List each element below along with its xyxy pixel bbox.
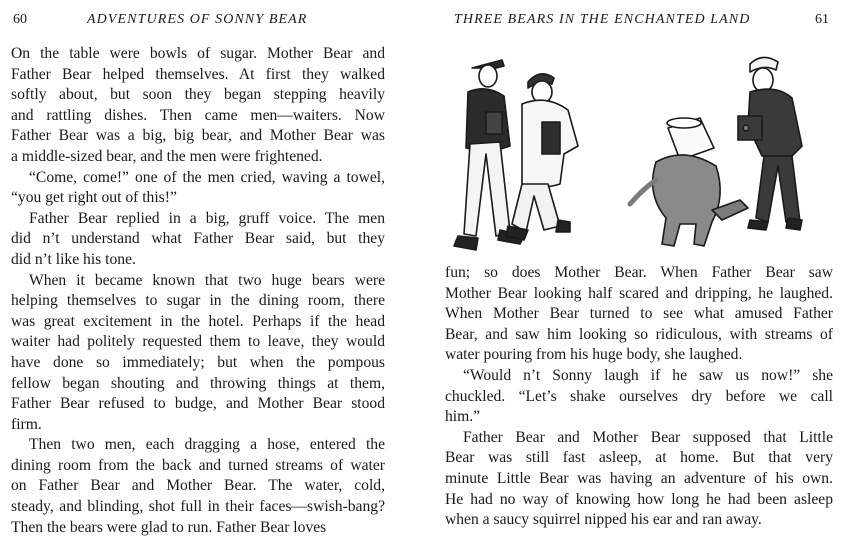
paragraph <box>11 209 385 271</box>
text-line: steady, and blinding, shot full in their faces—swish-bang? <box>11 498 385 516</box>
text-line: Father Bear helped themselves. At first they walked <box>11 65 385 83</box>
text-line: Father Bear and Mother Bear supposed that Little <box>463 428 833 446</box>
text-line: water pouring from his huge body, she laughed. <box>445 346 743 364</box>
text-line: Father Bear refused to budge, and Mother Bear stood <box>11 395 385 413</box>
text-line: did n’t understand what Father Bear said, but they <box>11 230 385 248</box>
right-page <box>430 0 853 541</box>
text-line: chuckled. “Let’s shake ourselves dry before we call <box>445 387 833 405</box>
page-number: 61 <box>815 12 829 27</box>
page-number: 60 <box>13 12 27 27</box>
text-line: dining room from the back and turned streams of water <box>11 456 385 474</box>
paragraph <box>11 168 385 209</box>
text-line: On the table were bowls of sugar. Mother Bear and <box>11 45 385 62</box>
text-line: a middle-sized bear, and the men were frightened. <box>11 147 323 165</box>
text-line: minute Little Bear was having an adventure of his own. <box>445 469 833 487</box>
page-body-text <box>11 44 385 538</box>
running-head: ADVENTURES OF SONNY BEAR <box>87 12 308 27</box>
text-line: Mother Bear looking half scared and dripping, he laughed. <box>445 284 833 302</box>
paragraph <box>445 263 833 366</box>
running-head: THREE BEARS IN THE ENCHANTED LAND <box>454 12 751 27</box>
page-body-text <box>445 263 833 531</box>
text-line: have done so immediately; but when the pompous <box>11 353 385 371</box>
text-line: When it became known that two huge bears were <box>29 271 385 289</box>
paragraph <box>445 366 833 428</box>
text-line: Father Bear replied in a big, gruff voice. The men <box>29 209 385 227</box>
text-line: He had no way of knowing how long he had been asleep <box>445 490 833 508</box>
text-line: Father Bear was a big, big bear, and Mother Bear was <box>11 127 385 145</box>
paragraph <box>11 435 385 538</box>
paragraph <box>11 44 385 168</box>
paragraph <box>11 271 385 436</box>
text-line: when a saucy squirrel nipped his ear and ran away. <box>445 511 762 529</box>
text-line: on Father Bear and Mother Bear. The water, cold, <box>11 477 385 495</box>
text-line: did n’t like his tone. <box>11 250 136 268</box>
text-line: When Mother Bear turned to see what amused Father <box>445 305 833 323</box>
text-line: “Come, come!” one of the men cried, waving a towel, <box>29 168 385 186</box>
text-line: was great excitement in the hotel. Perhaps if the head <box>11 312 385 330</box>
paragraph <box>445 428 833 531</box>
bear-photographers-illustration <box>450 40 830 260</box>
text-line: Then the bears were glad to run. Father Bear loves <box>11 518 327 536</box>
text-line: and rattling dishes. Then came men—waiters. Now <box>11 106 385 124</box>
text-line: softly about, but soon they began stepping heavily <box>11 86 385 104</box>
text-line: “Would n’t Sonny laugh if he saw us now!” she <box>463 366 833 384</box>
text-line: Bear was still fast asleep, at home. But that very <box>445 449 833 467</box>
text-line: him.” <box>445 408 481 426</box>
text-line: Bear, and saw him looking so ridiculous, with streams of <box>445 325 833 343</box>
text-line: waiter had politely requested them to leave, they would <box>11 333 385 351</box>
text-line: fellow began shouting and throwing things at them, <box>11 374 385 392</box>
text-line: fun; so does Mother Bear. When Father Bear saw <box>445 264 833 281</box>
text-line: helping themselves to sugar in the dining room, there <box>11 292 385 310</box>
text-line: Then two men, each dragging a hose, entered the <box>29 436 385 454</box>
text-line: firm. <box>11 415 42 433</box>
text-line: “you get right out of this!” <box>11 189 177 207</box>
